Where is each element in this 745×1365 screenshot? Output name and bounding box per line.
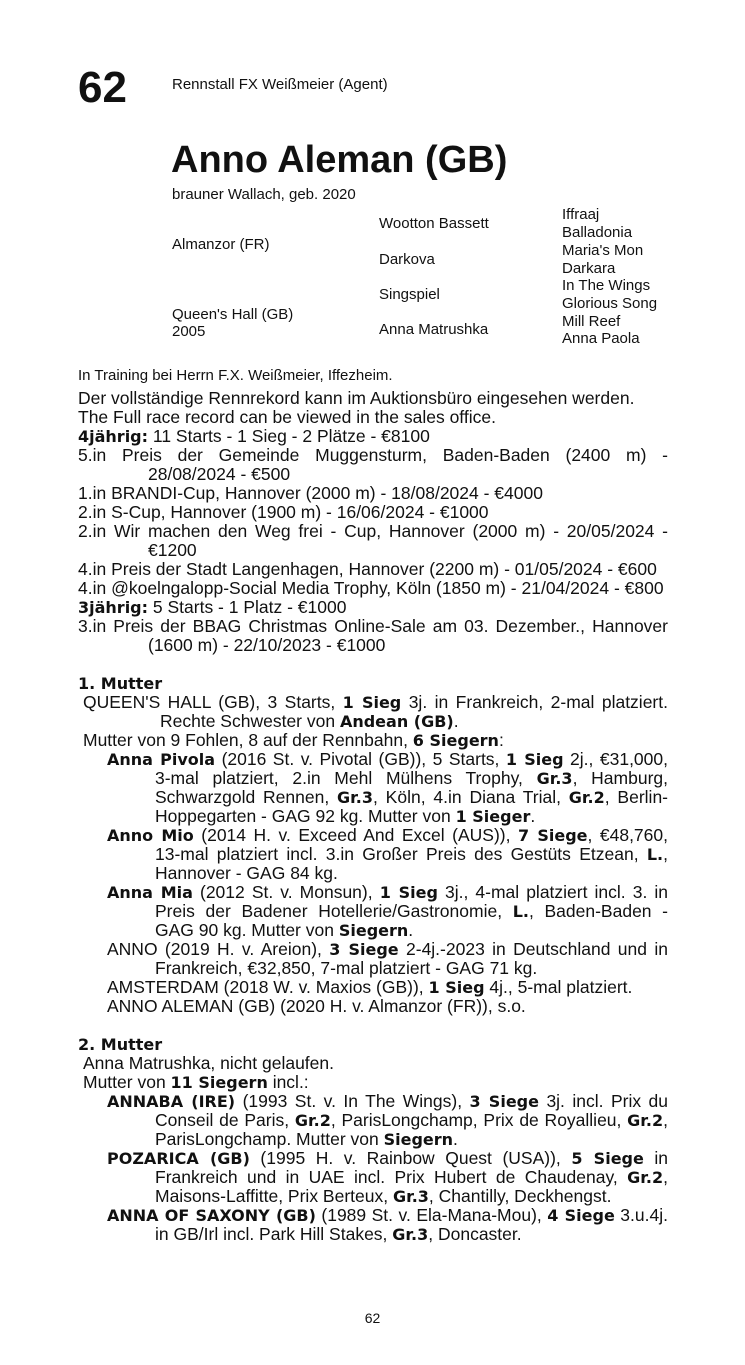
race-line: 2.in S-Cup, Hannover (1900 m) - 16/06/2024 - €1000	[78, 502, 489, 522]
consignor: Rennstall FX Weißmeier (Agent)	[172, 76, 388, 93]
pedigree-g3-2: Balladonia	[562, 224, 633, 241]
dam1-offspring-entry: Anna Pivola (2016 St. v. Pivotal (GB)), 5 Starts, 1 Sieg 2j., €31,000, 3-mal platziert, 2.in Mehl Mülhens Trophy, Gr.3, Hamburg, Schwarzgold Rennen, Gr.3, Köln, 4.in Diana Trial, Gr.2, Berlin-Hoppegarten - GAG 92 kg. Mutter von 1 Sieger.	[107, 749, 669, 826]
dam2-offspring-entry: POZARICA (GB) (1995 H. v. Rainbow Quest (USA)), 5 Siege in Frankreich und in UAE incl. Prix Hubert de Chaudenay, Gr.2, Maisons-Laffitte, Prix Berteux, Gr.3, Chantilly, Deckhengst.	[107, 1148, 669, 1206]
horse-name: Anno Aleman (GB)	[171, 139, 508, 181]
pedigree-g3-5: In The Wings	[562, 277, 651, 294]
pedigree-dam-sire: Singspiel	[379, 286, 440, 303]
dam2-line: Anna Matrushka, nicht gelaufen.	[83, 1053, 334, 1073]
pedigree-dam-dam: Anna Matrushka	[379, 321, 489, 338]
dam1-produce-line: Mutter von 9 Fohlen, 8 auf der Rennbahn, 6 Siegern:	[83, 730, 504, 750]
dam1-offspring-entry: Anna Mia (2012 St. v. Monsun), 1 Sieg 3j., 4-mal platziert incl. 3. in Preis der Badener Hotellerie/Gastronomie, L., Baden-Baden - GAG 90 kg. Mutter von Siegern.	[107, 882, 669, 940]
dam1-offspring-entry: AMSTERDAM (2018 W. v. Maxios (GB)), 1 Sieg 4j., 5-mal platziert.	[107, 977, 633, 997]
pedigree-g3-4: Darkara	[562, 260, 616, 277]
dam2-offspring-entry: ANNABA (IRE) (1993 St. v. In The Wings), 3 Siege 3j. incl. Prix du Conseil de Paris, Gr.2, ParisLongchamp, Prix de Royallieu, Gr.2, ParisLongchamp. Mutter von Siegern.	[107, 1091, 669, 1149]
pedigree-sire-sire: Wootton Bassett	[379, 215, 489, 232]
dam1-offspring-entry: ANNO (2019 H. v. Areion), 3 Siege 2-4j.-2023 in Deutschland und in Frankreich, €32,850, 7-mal platziert - GAG 71 kg.	[107, 939, 668, 978]
lot-number: 62	[78, 63, 127, 112]
race-line: 3.in Preis der BBAG Christmas Online-Sale am 03. Dezember., Hannover (1600 m) - 22/10/2023 - €1000	[78, 616, 668, 655]
race-line: 4.in Preis der Stadt Langenhagen, Hannover (2200 m) - 01/05/2024 - €600	[78, 559, 657, 579]
dam1-line: QUEEN'S HALL (GB), 3 Starts, 1 Sieg 3j. in Frankreich, 2-mal platziert. Rechte Schwester von Andean (GB).	[83, 692, 668, 731]
dam1-offspring-entry: ANNO ALEMAN (GB) (2020 H. v. Almanzor (FR)), s.o.	[107, 996, 526, 1016]
dam2-title: 2. Mutter	[78, 1035, 163, 1054]
age3-label: 3jährig:	[78, 598, 149, 617]
pedigree-g3-3: Maria's Mon	[562, 242, 644, 259]
age3-summary-text: 5 Starts - 1 Platz - €1000	[148, 597, 347, 617]
age4-label: 4jährig:	[78, 427, 149, 446]
pedigree-sire: Almanzor (FR)	[172, 236, 270, 253]
record-note-en: The Full race record can be viewed in the sales office.	[78, 407, 496, 427]
page-number: 62	[364, 1310, 381, 1326]
race-line: 1.in BRANDI-Cup, Hannover (2000 m) - 18/08/2024 - €4000	[78, 483, 543, 503]
pedigree-g3-7: Mill Reef	[562, 313, 621, 330]
race-line: 4.in @koelngalopp-Social Media Trophy, Köln (1850 m) - 21/04/2024 - €800	[78, 578, 664, 598]
dam1-offspring-entry: Anno Mio (2014 H. v. Exceed And Excel (AUS)), 7 Siege, €48,760, 13-mal platziert incl. 3.in Großer Preis des Gestüts Etzean, L., Hannover - GAG 84 kg.	[107, 825, 668, 883]
pedigree-dam: Queen's Hall (GB)	[172, 306, 294, 323]
pedigree-g3-6: Glorious Song	[562, 295, 658, 312]
pedigree-g3-1: Iffraaj	[562, 206, 600, 223]
dam2-offspring-entry: ANNA OF SAXONY (GB) (1989 St. v. Ela-Mana-Mou), 4 Siege 3.u.4j. in GB/Irl incl. Park Hill Stakes, Gr.3, Doncaster.	[107, 1205, 668, 1244]
pedigree-dam-year: 2005	[172, 323, 206, 340]
age3-summary	[78, 598, 668, 617]
age4-summary-text: 11 Starts - 1 Sieg - 2 Plätze - €8100	[148, 426, 430, 446]
race-line: 2.in Wir machen den Weg frei - Cup, Hannover (2000 m) - 20/05/2024 - €1200	[78, 521, 668, 560]
horse-description: brauner Wallach, geb. 2020	[172, 186, 356, 203]
dam1-title: 1. Mutter	[78, 674, 163, 693]
record-note-de: Der vollständige Rennrekord kann im Auktionsbüro eingesehen werden.	[78, 388, 635, 408]
pedigree-sire-dam: Darkova	[379, 251, 435, 268]
pedigree-dam-block	[172, 306, 293, 340]
race-record	[78, 389, 668, 1244]
training-note: In Training bei Herrn F.X. Weißmeier, Iffezheim.	[78, 367, 393, 384]
dam2-produce-line: Mutter von 11 Siegern incl.:	[83, 1072, 309, 1092]
race-line: 5.in Preis der Gemeinde Muggensturm, Baden-Baden (2400 m) - 28/08/2024 - €500	[78, 445, 668, 484]
pedigree-g3-8: Anna Paola	[562, 330, 640, 347]
age4-summary	[78, 427, 668, 446]
